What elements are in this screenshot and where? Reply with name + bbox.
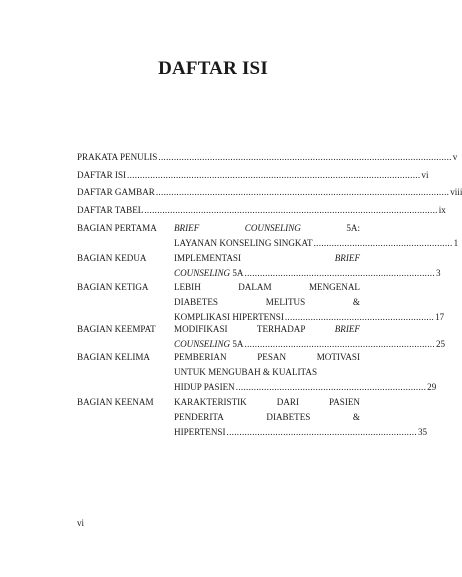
title-word: MENGENAL: [308, 282, 360, 292]
title-word: BRIEF: [174, 223, 200, 233]
title-word: DIABETES: [174, 297, 218, 307]
toc-page-number: ix: [438, 205, 446, 215]
toc-entry-label: DAFTAR TABEL: [77, 205, 144, 215]
dot-leader: ..........................................................................: [244, 268, 435, 278]
dot-leader: ..................................................................................................................: [127, 170, 421, 180]
toc-entry-daftar-tabel[interactable]: [77, 203, 446, 218]
part-title: [174, 395, 428, 440]
part-label: BAGIAN PERTAMA: [77, 223, 157, 233]
toc-entry-prakata[interactable]: [77, 150, 458, 165]
title-word: PASIEN: [328, 397, 360, 407]
part-label: BAGIAN KELIMA: [77, 352, 150, 362]
title-word: BRIEF: [334, 253, 360, 263]
title-word: PENDERITA: [174, 412, 224, 422]
title-word: COUNSELING: [174, 268, 231, 278]
title-word: LEBIH: [174, 282, 201, 292]
toc-entry-daftar-gambar[interactable]: [77, 185, 462, 200]
toc-entry-label: DAFTAR ISI: [77, 170, 127, 180]
part-title: [174, 221, 459, 251]
toc-page-number: 29: [427, 382, 437, 392]
dot-leader: ..................................................................................................................: [158, 152, 452, 162]
title-word: 5A:: [346, 223, 360, 233]
toc-entry-label: DAFTAR GAMBAR: [77, 187, 155, 197]
part-title: [174, 322, 446, 352]
title-word: IMPLEMENTASI: [174, 253, 241, 263]
title-word: MELITUS: [265, 297, 306, 307]
title-word: &: [352, 412, 360, 422]
part-title: [174, 280, 445, 325]
part-title: [174, 251, 441, 281]
dot-leader: ..........................................................: [284, 312, 435, 322]
part-title: [174, 350, 437, 395]
toc-entry-daftar-isi[interactable]: [77, 168, 429, 183]
title-word: BRIEF: [334, 324, 360, 334]
title-word: &: [352, 297, 360, 307]
title-word: COUNSELING: [244, 223, 301, 233]
toc-page-number: 25: [435, 339, 446, 349]
title-word: PEMBERIAN: [174, 352, 227, 362]
title-word: MODIFIKASI: [174, 324, 228, 334]
title-word: UNTUK MENGUBAH & KUALITAS: [174, 367, 317, 377]
toc-entry-label: PRAKATA PENULIS: [77, 152, 158, 162]
toc-page-number: vi: [421, 170, 429, 180]
toc-page-number: 35: [417, 427, 428, 437]
title-word: DALAM: [238, 282, 272, 292]
part-label: BAGIAN KEDUA: [77, 253, 147, 263]
title-word: COUNSELING: [174, 339, 231, 349]
title-word: 5A: [232, 339, 244, 349]
title-word: HIPERTENSI: [174, 427, 226, 437]
dot-leader: ......................................................: [313, 238, 453, 248]
dot-leader: ..........................................................................: [235, 382, 427, 392]
toc-page-number: 3: [435, 268, 441, 278]
title-word: DARI: [276, 397, 299, 407]
title-word: KOMPLIKASI HIPERTENSI: [174, 312, 284, 322]
title-word: 5A: [232, 268, 244, 278]
title-word: LAYANAN KONSELING SINGKAT: [174, 238, 313, 248]
title-word: HIDUP PASIEN: [174, 382, 235, 392]
page-number-footer: vi: [77, 518, 85, 528]
dot-leader: ..........................................................................: [244, 339, 435, 349]
title-word: PESAN: [257, 352, 287, 362]
title-word: TERHADAP: [256, 324, 306, 334]
toc-page-number: 1: [453, 238, 459, 248]
toc-page-number: viii: [450, 187, 462, 197]
page-title: DAFTAR ISI: [158, 58, 268, 79]
part-label: BAGIAN KEEMPAT: [77, 324, 156, 334]
part-label: BAGIAN KETIGA: [77, 282, 149, 292]
title-word: MOTIVASI: [316, 352, 360, 362]
toc-page-number: v: [452, 152, 458, 162]
dot-leader: ..........................................................................: [226, 427, 417, 437]
title-word: KARAKTERISTIK: [174, 397, 247, 407]
dot-leader: ..................................................................................................................: [144, 205, 438, 215]
toc-page-number: 17: [435, 312, 445, 322]
dot-leader: ..................................................................................................................: [155, 187, 450, 197]
title-word: DIABETES: [266, 412, 311, 422]
part-label: BAGIAN KEENAM: [77, 397, 154, 407]
